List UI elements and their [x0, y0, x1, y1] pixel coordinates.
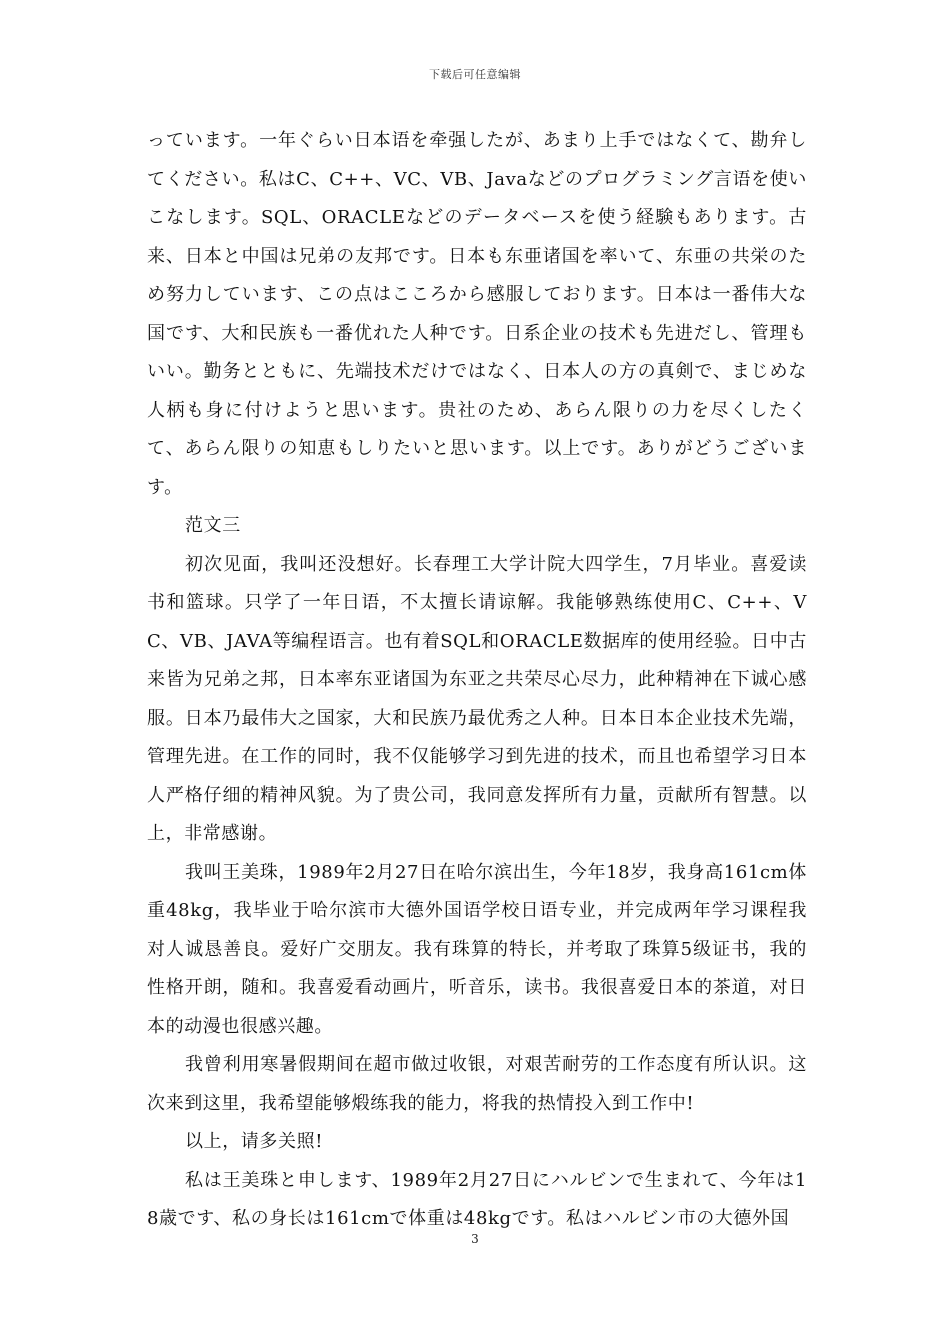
page-header: 下载后可任意编辑	[429, 68, 521, 81]
paragraph-self-intro-chinese: 初次见面，我叫还没想好。长春理工大学计院大四学生，7月毕业。喜爱读书和篮球。只学了一年日语，不太擅长请谅解。我能够熟练使用C、C++、VC、VB、JAVA等编程语言。也有着SQL和ORACLE数据库的使用经验。日中古来皆为兄弟之邦，日本率东亚诸国为东亚之共荣尽心尽力，此种精神在下诚心感服。日本乃最伟大之国家，大和民族乃最优秀之人种。日本日本企业技术先端，管理先进。在工作的同时，我不仅能够学习到先进的技术，而且也希望学习日本人严格仔细的精神风貌。为了贵公司，我同意发挥所有力量，贡献所有智慧。以上，非常感谢。	[147, 553, 807, 844]
paragraph-continued-japanese: っています。一年ぐらい日本语を牵强したが、あまり上手ではなくて、勘弁してください。私はC、C++、VC、VB、Javaなどのプログラミング言语を使いこなします。SQL、ORACLEなどのデータベースを使う経験もあります。古来、日本と中国は兄弟の友邦です。日本も东亜诸国を率いて、东亜の共栄のため努力しています、この点はこころから感服しております。日本は一番伟大な国です、大和民族も一番优れた人种です。日系企业の技术も先进だし、管理もいい。勤务とともに、先端技术だけではなく、日本人の方の真剣で、まじめな人柄も身に付けようと思います。贵社のため、あらん限りの力を尽くしたくて、あらん限りの知恵もしりたいと思います。以上です。ありがどうございます。	[147, 130, 807, 498]
paragraph-japanese-intro: 私は王美珠と申します、1989年2月27日にハルビンで生まれて、今年は18歳です、私の身长は161cmで体重は48kgです。私はハルビン市の大德外国	[147, 1169, 807, 1229]
paragraph-closing: 以上，请多关照!	[185, 1131, 324, 1152]
paragraph-work-experience: 我曾利用寒暑假期间在超市做过收银，对艰苦耐劳的工作态度有所认识。这次来到这里，我希望能够煅练我的能力，将我的热情投入到工作中!	[147, 1054, 807, 1114]
page-number: 3	[471, 1232, 479, 1246]
paragraph-wang-meizhu-intro: 我叫王美珠，1989年2月27日在哈尔滨出生，今年18岁，我身高161cm体重48kg，我毕业于哈尔滨市大德外国语学校日语专业，并完成两年学习课程我对人诚恳善良。爱好广交朋友。我有珠算的特长，并考取了珠算5级证书，我的性格开朗，随和。我喜爱看动画片，听音乐，读书。我很喜爱日本的茶道，对日本的动漫也很感兴趣。	[147, 861, 807, 1037]
document-body	[147, 122, 807, 1239]
section-heading-fanwen-3: 范文三	[185, 515, 241, 536]
